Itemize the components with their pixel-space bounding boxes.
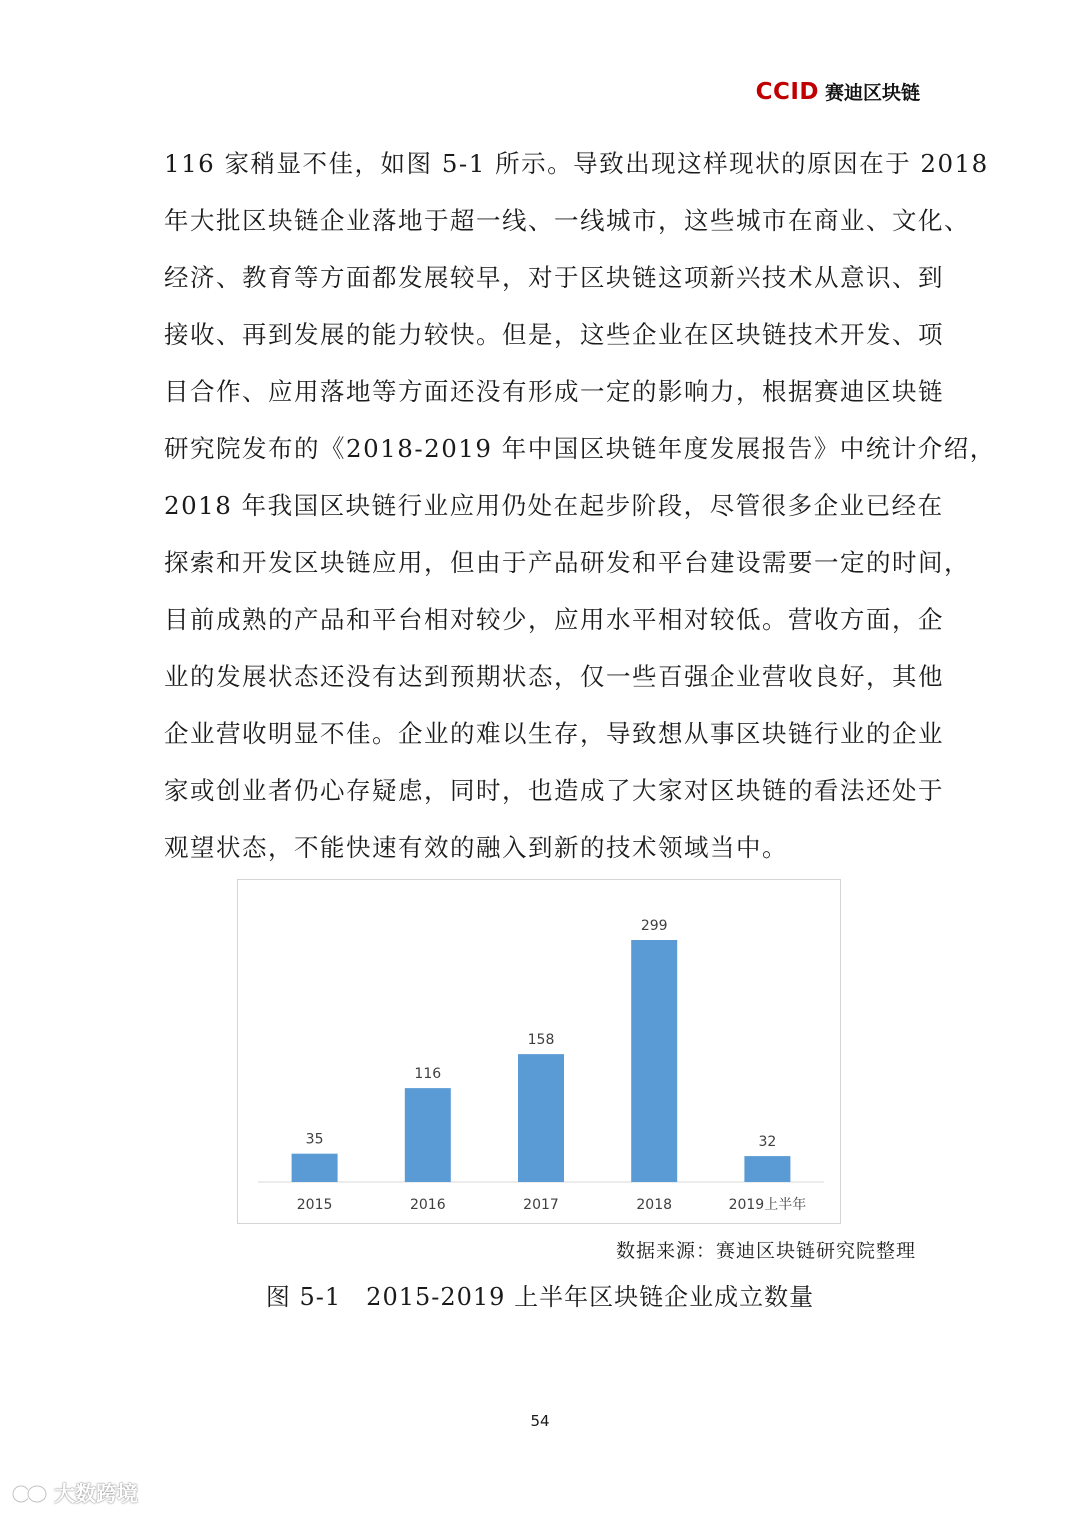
bar-chart xyxy=(237,879,841,1224)
brand-logo-icon xyxy=(10,1480,50,1506)
bar xyxy=(631,940,677,1182)
body-line: 探索和开发区块链应用，但由于产品研发和平台建设需要一定的时间， xyxy=(164,548,970,577)
data-source-note: 数据来源：赛迪区块链研究院整理 xyxy=(615,1240,916,1262)
data-label: 158 xyxy=(527,1032,555,1049)
figure-caption: 图 5-1 2015-2019 上半年区块链企业成立数量 xyxy=(265,1283,815,1311)
body-line: 经济、教育等方面都发展较早，对于区块链这项新兴技术从意识、到 xyxy=(164,263,944,292)
bar xyxy=(518,1054,564,1182)
bar xyxy=(744,1156,790,1182)
bar xyxy=(292,1154,338,1182)
brand-logo-text: CCID xyxy=(755,79,819,105)
body-line: 家或创业者仍心存疑虑，同时，也造成了大家对区块链的看法还处于 xyxy=(164,776,944,805)
body-line: 业的发展状态还没有达到预期状态，仅一些百强企业营收良好，其他 xyxy=(164,662,944,691)
brand-name: 赛迪区块链 xyxy=(824,82,920,104)
data-label: 32 xyxy=(758,1134,777,1151)
bar xyxy=(405,1088,451,1182)
data-label: 116 xyxy=(414,1066,442,1083)
watermark xyxy=(10,1478,138,1508)
data-label: 299 xyxy=(640,918,668,934)
watermark-text: 大数跨境 xyxy=(54,1482,138,1506)
body-line: 接收、再到发展的能力较快。但是，这些企业在区块链技术开发、项 xyxy=(164,320,944,349)
page-number: 54 xyxy=(530,1412,550,1430)
x-tick-label: 2018 xyxy=(636,1197,673,1213)
x-tick-label: 2016 xyxy=(409,1197,446,1213)
body-line: 观望状态，不能快速有效的融入到新的技术领域当中。 xyxy=(164,833,788,862)
body-line: 2018 年我国区块链行业应用仍处在起步阶段，尽管很多企业已经在 xyxy=(164,491,944,520)
x-tick-label: 2017 xyxy=(523,1197,559,1213)
body-line: 目合作、应用落地等方面还没有形成一定的影响力，根据赛迪区块链 xyxy=(164,377,944,406)
x-tick-label: 2015 xyxy=(296,1197,333,1213)
body-line: 企业营收明显不佳。企业的难以生存，导致想从事区块链行业的企业 xyxy=(164,719,944,748)
x-tick-label: 2019上半年 xyxy=(728,1197,807,1213)
body-paragraph xyxy=(164,135,996,876)
data-label: 35 xyxy=(305,1131,324,1148)
body-line: 目前成熟的产品和平台相对较少，应用水平相对较低。营收方面，企 xyxy=(164,605,944,634)
page-header xyxy=(756,78,920,105)
body-line: 年大批区块链企业落地于超一线、一线城市，这些城市在商业、文化、 xyxy=(164,206,970,235)
body-line: 研究院发布的《2018-2019 年中国区块链年度发展报告》中统计介绍， xyxy=(164,434,996,463)
body-line: 116 家稍显不佳，如图 5-1 所示。导致出现这样现状的原因在于 2018 xyxy=(164,149,989,178)
bar-chart-svg xyxy=(238,880,842,1225)
